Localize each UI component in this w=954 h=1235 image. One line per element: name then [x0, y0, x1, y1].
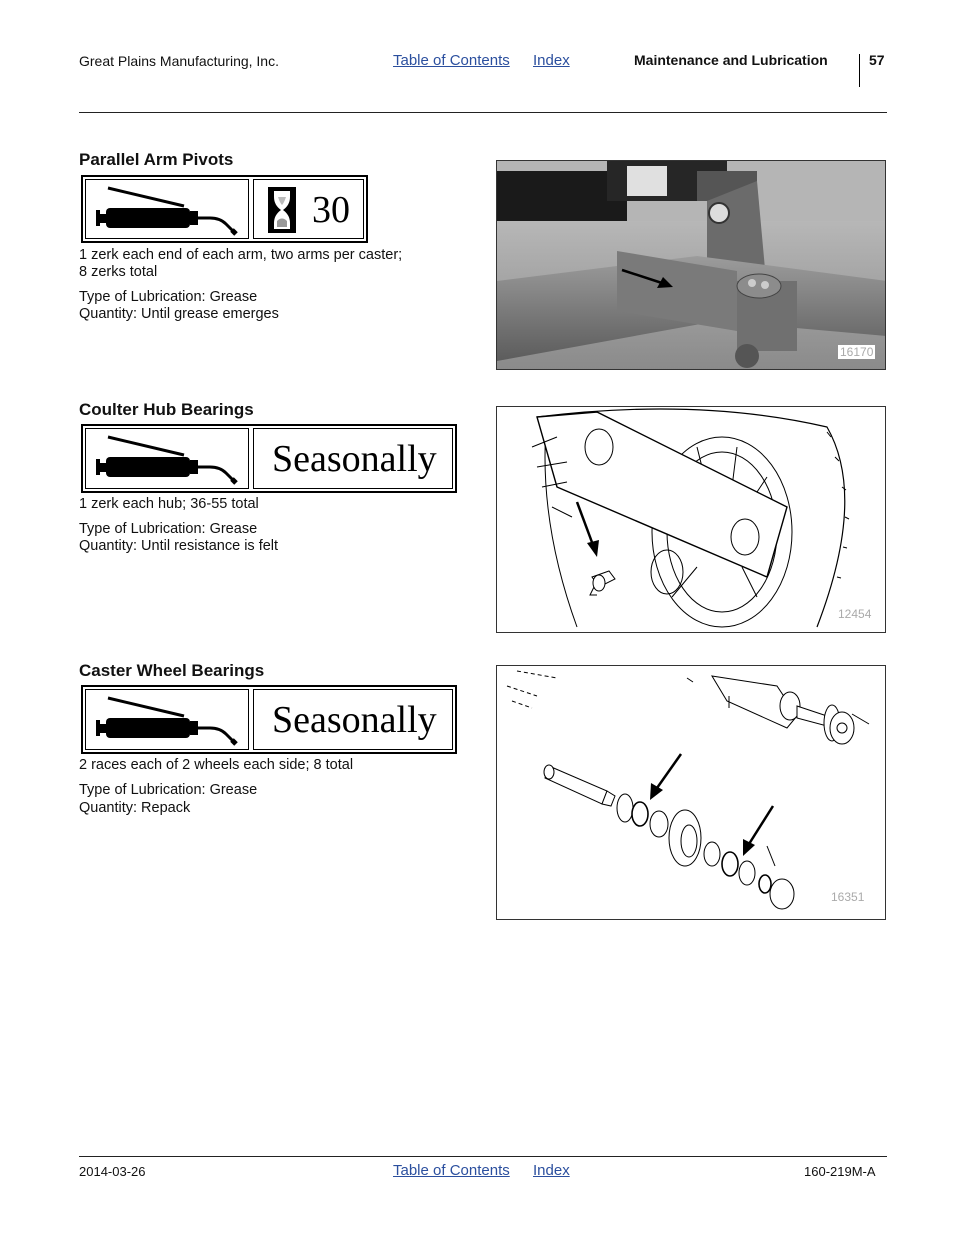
section-heading-coulter-hub-bearings: Coulter Hub Bearings — [79, 400, 254, 419]
parallel-arm-photo — [497, 161, 886, 370]
coulter-hub-drawing — [497, 407, 886, 633]
figure-number: 16170 — [840, 345, 874, 359]
footer-toc-link[interactable]: Table of Contents — [393, 1162, 510, 1179]
section-title: Maintenance and Lubrication — [634, 52, 828, 68]
lubrication-quantity: Quantity: Until resistance is felt — [79, 538, 279, 554]
grease-gun-cell — [85, 689, 249, 750]
section-heading-caster-wheel-bearings: Caster Wheel Bearings — [79, 661, 265, 680]
grease-gun-icon — [86, 180, 246, 240]
lube-interval-box — [81, 175, 368, 243]
grease-gun-cell — [85, 179, 249, 239]
section-heading-parallel-arm-pivots: Parallel Arm Pivots — [79, 150, 234, 169]
zerk-description-line2: 8 zerks total — [79, 264, 158, 280]
zerk-description-line1: 1 zerk each hub; 36-55 total — [79, 496, 259, 512]
footer-date: 2014-03-26 — [79, 1164, 146, 1179]
lubrication-type: Type of Lubrication: Grease — [79, 782, 258, 798]
header-rule — [79, 112, 887, 113]
interval-value: 30 — [312, 189, 350, 231]
lube-interval-box — [81, 685, 457, 754]
company-name: Great Plains Manufacturing, Inc. — [79, 53, 279, 69]
lubrication-type: Type of Lubrication: Grease — [79, 521, 258, 537]
hourglass-icon — [266, 185, 298, 235]
page-number: 57 — [869, 52, 885, 68]
grease-gun-cell — [85, 428, 249, 489]
header-toc-link[interactable]: Table of Contents — [393, 52, 510, 69]
figure-coulter-hub-drawing — [496, 406, 886, 633]
figure-number: 12454 — [838, 607, 872, 621]
lubrication-quantity: Quantity: Repack — [79, 800, 191, 816]
interval-value: Seasonally — [272, 699, 437, 741]
figure-caster-wheel-exploded — [496, 665, 886, 920]
footer-index-link[interactable]: Index — [533, 1162, 570, 1179]
grease-gun-icon — [86, 429, 246, 489]
lube-interval-box — [81, 424, 457, 493]
interval-cell — [253, 689, 453, 750]
header-divider — [859, 54, 860, 87]
grease-gun-icon — [86, 690, 246, 750]
interval-value: Seasonally — [272, 438, 437, 480]
footer-doc-number: 160-219M-A — [804, 1164, 876, 1179]
interval-cell — [253, 179, 364, 239]
footer-rule — [79, 1156, 887, 1157]
zerk-description-line1: 2 races each of 2 wheels each side; 8 total — [79, 757, 354, 773]
lubrication-type: Type of Lubrication: Grease — [79, 289, 258, 305]
header-index-link[interactable]: Index — [533, 52, 570, 69]
zerk-description-line1: 1 zerk each end of each arm, two arms per caster; — [79, 247, 403, 263]
figure-parallel-arm-photo — [496, 160, 886, 370]
figure-number: 16351 — [831, 890, 865, 904]
caster-wheel-exploded-drawing — [497, 666, 886, 920]
interval-cell — [253, 428, 453, 489]
lubrication-quantity: Quantity: Until grease emerges — [79, 306, 279, 322]
